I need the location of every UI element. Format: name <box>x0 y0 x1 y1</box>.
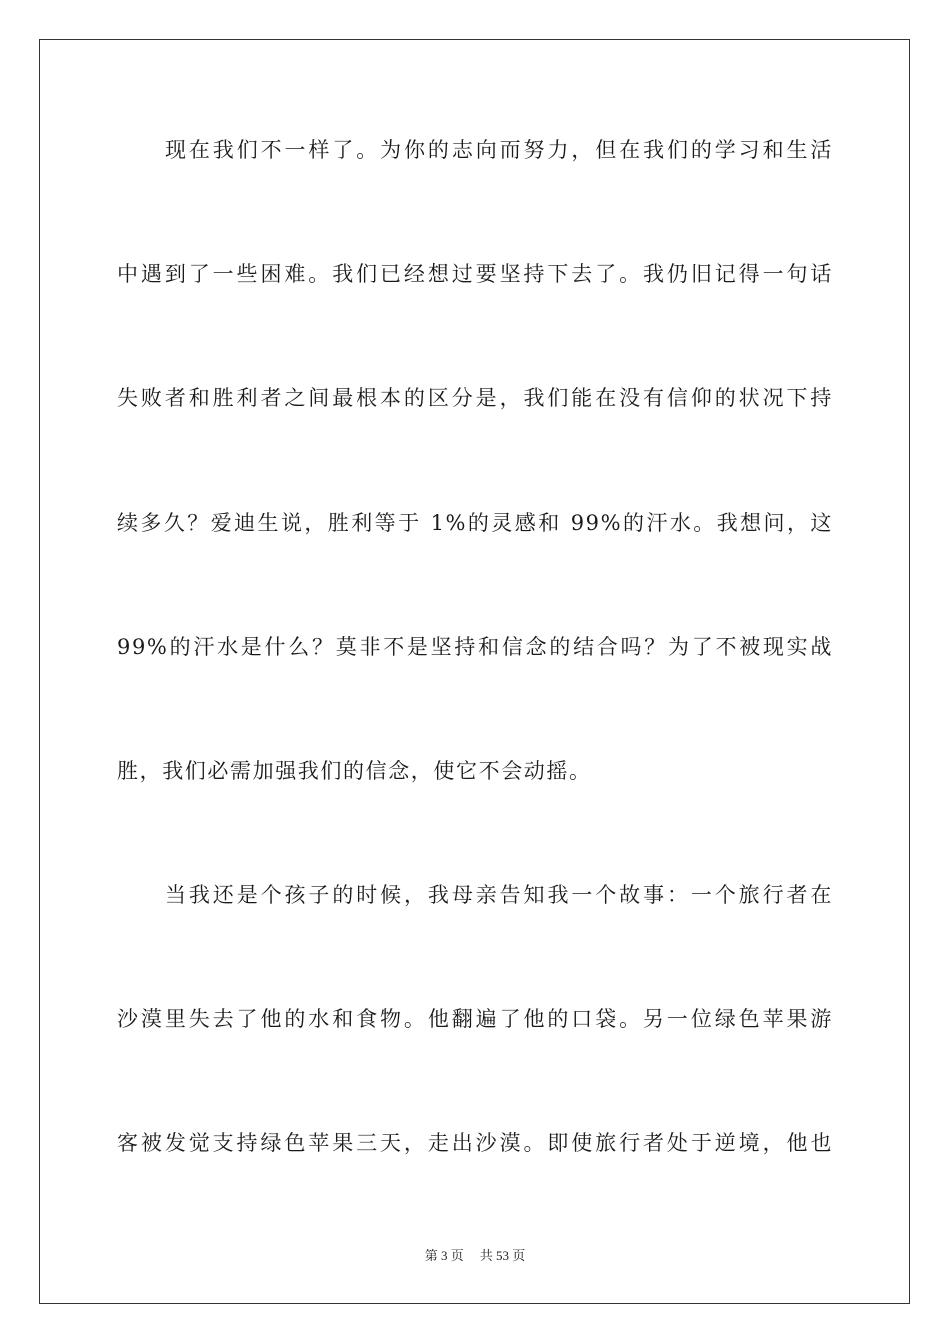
paragraph-1-line-3: 失败者和胜利者之间最根本的区分是，我们能在没有信仰的状况下持 <box>117 386 833 410</box>
paragraph-1-line-4: 续多久？爱迪生说，胜利等于 1%的灵感和 99%的汗水。我想问，这 <box>117 511 833 535</box>
paragraph-2-line-1: 当我还是个孩子的时候，我母亲告知我一个故事：一个旅行者在 <box>165 883 833 907</box>
paragraph-1-line-6: 胜，我们必需加强我们的信念，使它不会动摇。 <box>117 759 592 783</box>
paragraph-2-line-3: 客被发觉支持绿色苹果三天，走出沙漠。即使旅行者处于逆境，他也 <box>117 1131 833 1155</box>
page-number: 第 3 页 <box>424 1248 464 1263</box>
paragraph-1-line-5: 99%的汗水是什么？莫非不是坚持和信念的结合吗？为了不被现实战 <box>117 635 833 659</box>
paragraph-1-line-2: 中遇到了一些困难。我们已经想过要坚持下去了。我仍旧记得一句话 <box>117 262 833 286</box>
page-footer <box>0 1247 950 1265</box>
page-border <box>39 39 910 1304</box>
total-pages: 共 53 页 <box>479 1248 526 1263</box>
paragraph-2-line-2: 沙漠里失去了他的水和食物。他翻遍了他的口袋。另一位绿色苹果游 <box>117 1007 833 1031</box>
paragraph-1-line-1: 现在我们不一样了。为你的志向而努力，但在我们的学习和生活 <box>165 138 833 162</box>
